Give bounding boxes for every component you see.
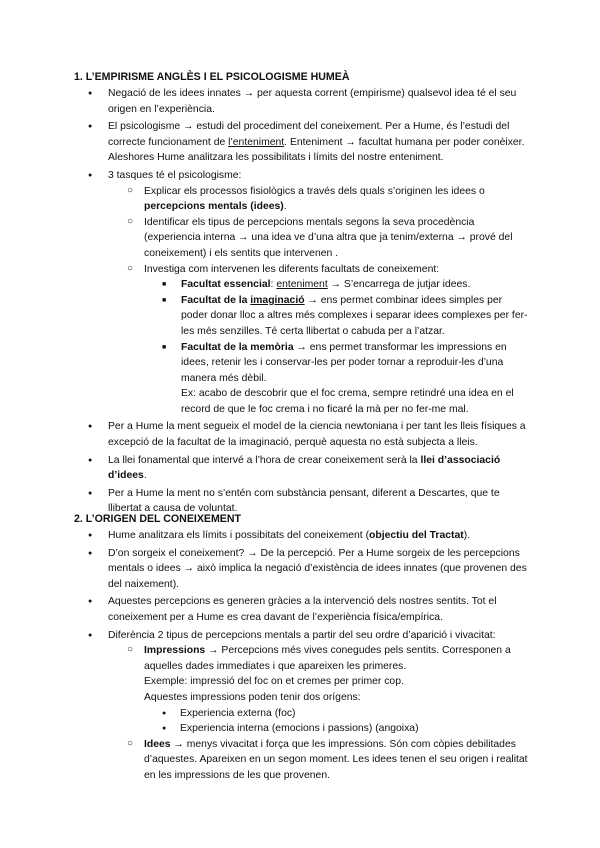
- section-1-list: [108, 86, 528, 519]
- list-item: ○ Impressions → Percepcions més vives conegudes pels sentits. Corresponen a aquelles dades immediates i que apareixen les primeres. Exemple: impressió del foc on et cremes per primer cop. Aquestes impressions poden tenir dos orígens: ● Experiencia externa (foc) ● Experiencia interna (emocions i passions) (angoixa): [144, 643, 528, 737]
- section-1-heading: 1. L’EMPIRISME ANGLÈS I EL PSICOLOGISME HUMEÀ: [74, 71, 350, 83]
- sublist: [144, 277, 528, 417]
- list-item: ● El psicologisme → estudi del procediment del coneixement. Per a Hume, és l’estudi del correcte funcionament de l’enteniment. Enteniment → facultat humana per poder conèixer. Aleshores Hume analitzara les possibilitats i límits del nostre enteniment.: [108, 119, 528, 166]
- origins-text: Aquestes impressions poden tenir dos orígens:: [144, 691, 361, 703]
- list-item: ● 3 tasques té el psicologisme: ○ Explicar els processos fisiològics a través dels quals s’originen les idees o percepcions mentals (idees). ○ Identificar els tipus de percepcions mentals segons la seva procedència (experiencia interna → una idea ve d’una altra que ja tenim/externa → prové del coneixement) i els sentits que intervenen . ○ Investiga com intervenen les diferents facultats de coneixement: ■ Facultat essencial: enteniment → S’encarrega de jutjar idees. ■ Facultat de la imaginació → ens permet combinar idees simples per poder donar lloc a altres més complexes i separar idees complexes per fer-les més senzilles. Té certa llibertat o cabuda per a l’atzar. ■ Facultat de la memòria → ens permet transformar les impressions en idees, retenir les i conservar-les per poder tornar a reproduir-les d’una manera més dèbil. Ex: acabo de descobrir que el foc crema, sempre retindré una idea en el record de que le foc crema i no ficaré la mà per no fer-me mal.: [108, 168, 528, 418]
- list-item: ■ Facultat essencial: enteniment → S’encarrega de jutjar idees.: [181, 277, 528, 293]
- list-item: ● Hume analitzara els límits i possibitats del coneixement (objectiu del Tractat).: [108, 528, 528, 544]
- sublist: [108, 643, 528, 783]
- list-item: ● Diferència 2 tipus de percepcions mentals a partir del seu ordre d’aparició i vivacitat: ○ Impressions → Percepcions més vives conegudes pels sentits. Corresponen a aquelles dades immediates i que apareixen les primeres. Exemple: impressió del foc on et cremes per primer cop. Aquestes impressions poden tenir dos orígens: ● Experiencia externa (foc) ● Experiencia interna (emocions i passions) (angoixa) ○ Idees → menys vivacitat i força que les impressions. Són com còpies debilitades d’aquestes. Apareixen en un segon moment. Les idees tenen el seu origen i realitat en les impressions de les que provenen.: [108, 628, 528, 784]
- list-item: ● Per a Hume la ment segueix el model de la ciencia newtoniana i per tant les lleis físiques a excepció de la facultat de la imaginació, perquè aquesta no està subjecta a lleis.: [108, 419, 528, 450]
- list-item: ○ Explicar els processos fisiològics a través dels quals s’originen les idees o percepcions mentals (idees).: [144, 184, 528, 215]
- list-item: ● La llei fonamental que intervé a l’hora de crear coneixement serà la llei d’associació d’idees.: [108, 453, 528, 484]
- list-item: ● Aquestes percepcions es generen gràcies a la intervenció dels nostres sentits. Tot el coneixement per a Hume es crea davant de l’experiència física/empírica.: [108, 594, 528, 625]
- sublist: [108, 184, 528, 418]
- list-item: ● Negació de les idees innates → per aquesta corrent (empirisme) qualsevol idea té el seu origen en l’experiència.: [108, 86, 528, 117]
- section-2-heading: 2. L’ORIGEN DEL CONEIXEMENT: [74, 513, 241, 525]
- list-item: ■ Facultat de la memòria → ens permet transformar les impressions en idees, retenir les i conservar-les per poder tornar a reproduir-les d’una manera més dèbil. Ex: acabo de descobrir que el foc crema, sempre retindré una idea en el record de que le foc crema i no ficaré la mà per no fer-me mal.: [181, 340, 528, 418]
- sublist: [144, 706, 528, 737]
- list-item: ○ Identificar els tipus de percepcions mentals segons la seva procedència (experiencia interna → una idea ve d’una altra que ja tenim/externa → prové del coneixement) i els sentits que intervenen .: [144, 215, 528, 262]
- example-text: Ex: acabo de descobrir que el foc crema, sempre retindré una idea en el record de que le foc crema i no ficaré la mà per no fer-me mal.: [181, 388, 514, 415]
- list-item: ○ Idees → menys vivacitat i força que les impressions. Són com còpies debilitades d’aquestes. Apareixen en un segon moment. Les idees tenen el seu origen i realitat en les impressions de les que provenen.: [144, 737, 528, 784]
- list-item: ● Experiencia interna (emocions i passions) (angoixa): [180, 721, 528, 737]
- list-item: ● Per a Hume la ment no s’entén com substància pensant, diferent a Descartes, que te llibertat a causa de voluntat.: [108, 486, 528, 517]
- list-item: ○ Investiga com intervenen les diferents facultats de coneixement: ■ Facultat essencial: enteniment → S’encarrega de jutjar idees. ■ Facultat de la imaginació → ens permet combinar idees simples per poder donar lloc a altres més complexes i separar idees complexes per fer-les més senzilles. Té certa llibertat o cabuda per a l’atzar. ■ Facultat de la memòria → ens permet transformar les impressions en idees, retenir les i conservar-les per poder tornar a reproduir-les d’una manera més dèbil. Ex: acabo de descobrir que el foc crema, sempre retindré una idea en el record de que le foc crema i no ficaré la mà per no fer-me mal.: [144, 262, 528, 418]
- section-2-list: [108, 528, 528, 786]
- example-text: Exemple: impressió del foc on et cremes per primer cop.: [144, 676, 404, 688]
- list-item: ● Experiencia externa (foc): [180, 706, 528, 722]
- list-item: ● D’on sorgeix el coneixement? → De la percepció. Per a Hume sorgeix de les percepcions mentals o idees → això implica la negació d’existència de idees innates (que provenen des del naixement).: [108, 546, 528, 593]
- list-item: ■ Facultat de la imaginació → ens permet combinar idees simples per poder donar lloc a altres més complexes i separar idees complexes per fer-les més senzilles. Té certa llibertat o cabuda per a l’atzar.: [181, 293, 528, 340]
